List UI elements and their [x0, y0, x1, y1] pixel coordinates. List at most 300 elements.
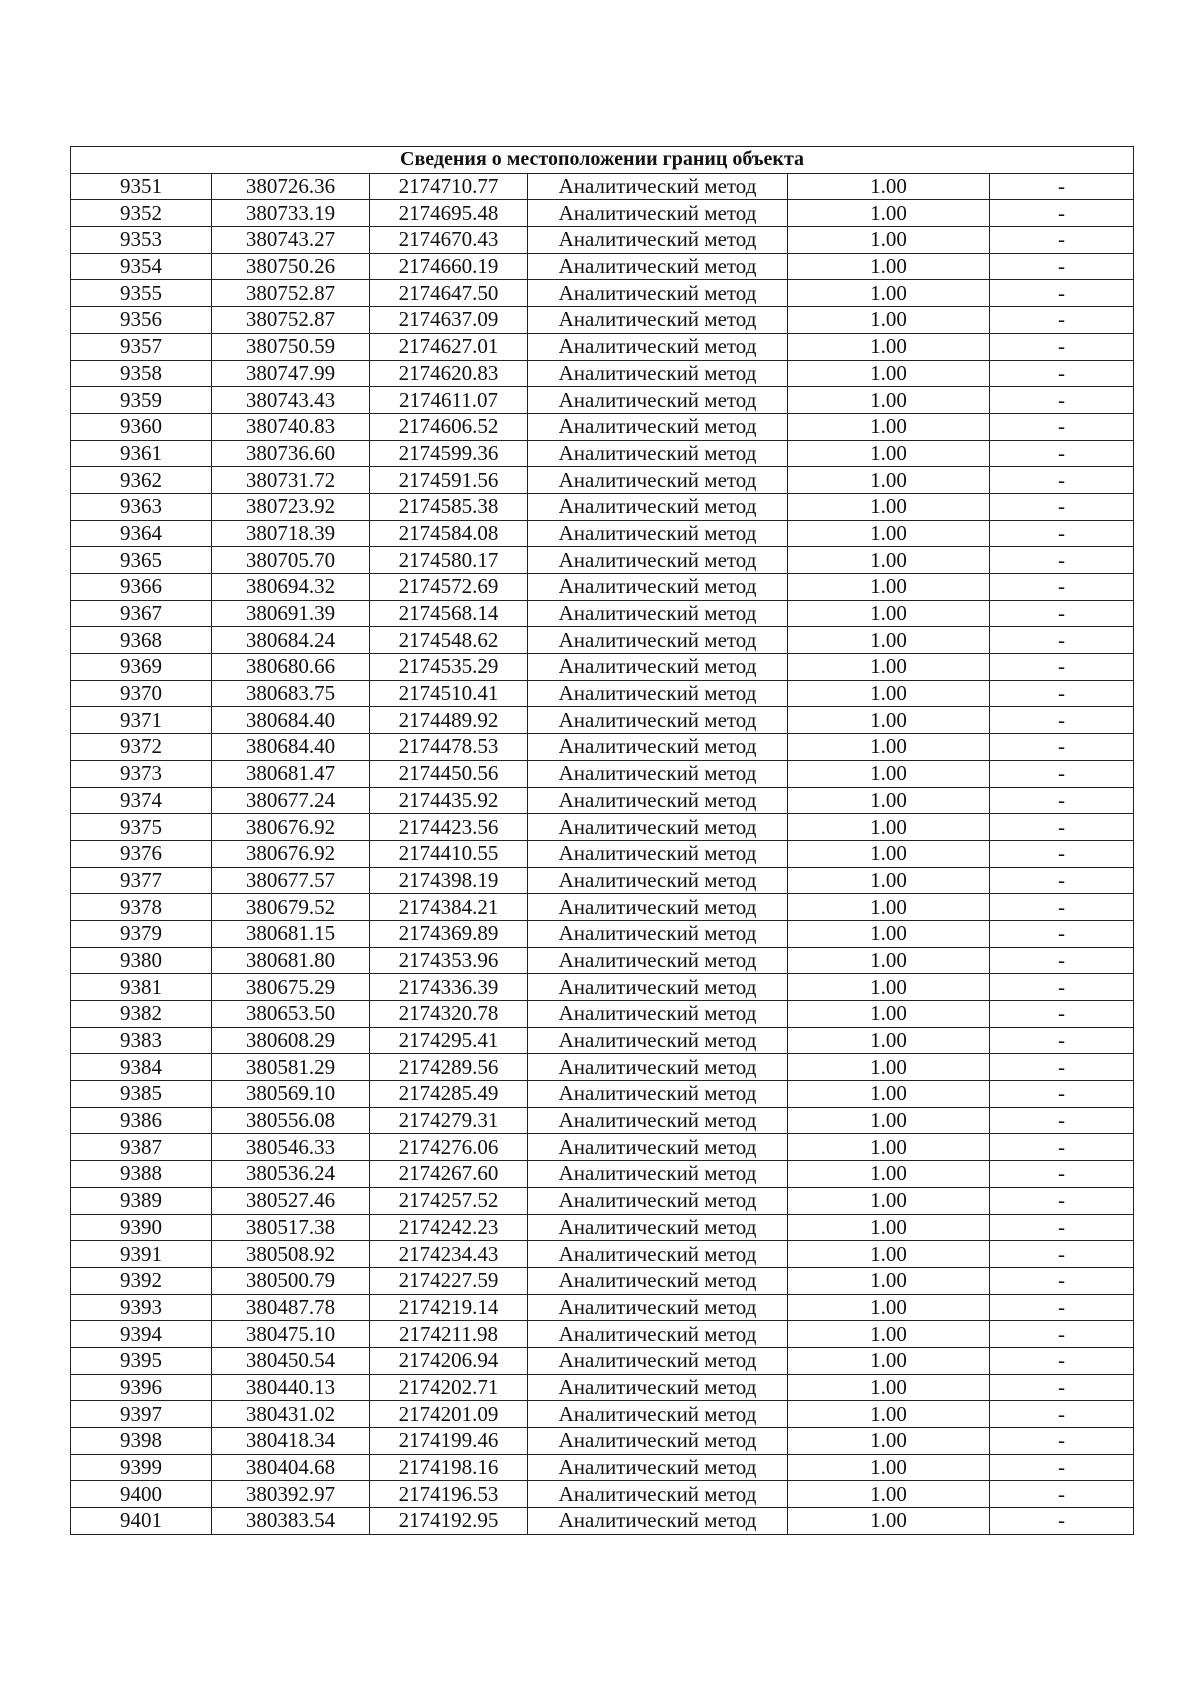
x-coordinate-cell: 380684.40 — [212, 734, 370, 761]
description-cell: - — [990, 1027, 1134, 1054]
y-coordinate-cell: 2174320.78 — [370, 1001, 528, 1028]
method-cell: Аналитический метод — [528, 280, 788, 307]
point-number-cell: 9381 — [71, 974, 212, 1001]
point-number-cell: 9354 — [71, 253, 212, 280]
point-number-cell: 9382 — [71, 1001, 212, 1028]
description-cell: - — [990, 787, 1134, 814]
accuracy-cell: 1.00 — [788, 467, 990, 494]
x-coordinate-cell: 380475.10 — [212, 1321, 370, 1348]
y-coordinate-cell: 2174660.19 — [370, 253, 528, 280]
table-row — [71, 947, 1134, 974]
description-cell: - — [990, 680, 1134, 707]
point-number-cell: 9379 — [71, 920, 212, 947]
boundary-coordinates-table — [70, 146, 1134, 1535]
description-cell: - — [990, 547, 1134, 574]
point-number-cell: 9355 — [71, 280, 212, 307]
point-number-cell: 9383 — [71, 1027, 212, 1054]
method-cell: Аналитический метод — [528, 1294, 788, 1321]
accuracy-cell: 1.00 — [788, 1401, 990, 1428]
description-cell: - — [990, 307, 1134, 334]
accuracy-cell: 1.00 — [788, 1481, 990, 1508]
description-cell: - — [990, 467, 1134, 494]
y-coordinate-cell: 2174548.62 — [370, 627, 528, 654]
x-coordinate-cell: 380608.29 — [212, 1027, 370, 1054]
x-coordinate-cell: 380392.97 — [212, 1481, 370, 1508]
y-coordinate-cell: 2174227.59 — [370, 1267, 528, 1294]
point-number-cell: 9369 — [71, 654, 212, 681]
description-cell: - — [990, 360, 1134, 387]
accuracy-cell: 1.00 — [788, 680, 990, 707]
point-number-cell: 9384 — [71, 1054, 212, 1081]
method-cell: Аналитический метод — [528, 867, 788, 894]
point-number-cell: 9357 — [71, 333, 212, 360]
y-coordinate-cell: 2174219.14 — [370, 1294, 528, 1321]
x-coordinate-cell: 380653.50 — [212, 1001, 370, 1028]
description-cell: - — [990, 654, 1134, 681]
x-coordinate-cell: 380684.24 — [212, 627, 370, 654]
table-row — [71, 1294, 1134, 1321]
point-number-cell: 9378 — [71, 894, 212, 921]
table-row — [71, 307, 1134, 334]
method-cell: Аналитический метод — [528, 387, 788, 414]
point-number-cell: 9352 — [71, 200, 212, 227]
x-coordinate-cell: 380581.29 — [212, 1054, 370, 1081]
accuracy-cell: 1.00 — [788, 1214, 990, 1241]
y-coordinate-cell: 2174620.83 — [370, 360, 528, 387]
method-cell: Аналитический метод — [528, 1214, 788, 1241]
method-cell: Аналитический метод — [528, 1481, 788, 1508]
x-coordinate-cell: 380679.52 — [212, 894, 370, 921]
table-row — [71, 173, 1134, 200]
method-cell: Аналитический метод — [528, 333, 788, 360]
y-coordinate-cell: 2174336.39 — [370, 974, 528, 1001]
accuracy-cell: 1.00 — [788, 413, 990, 440]
x-coordinate-cell: 380569.10 — [212, 1081, 370, 1108]
description-cell: - — [990, 520, 1134, 547]
table-row — [71, 1027, 1134, 1054]
accuracy-cell: 1.00 — [788, 920, 990, 947]
description-cell: - — [990, 1214, 1134, 1241]
method-cell: Аналитический метод — [528, 467, 788, 494]
point-number-cell: 9353 — [71, 227, 212, 254]
point-number-cell: 9391 — [71, 1241, 212, 1268]
description-cell: - — [990, 1428, 1134, 1455]
y-coordinate-cell: 2174201.09 — [370, 1401, 528, 1428]
point-number-cell: 9368 — [71, 627, 212, 654]
y-coordinate-cell: 2174710.77 — [370, 173, 528, 200]
x-coordinate-cell: 380536.24 — [212, 1161, 370, 1188]
x-coordinate-cell: 380431.02 — [212, 1401, 370, 1428]
table-row — [71, 1321, 1134, 1348]
y-coordinate-cell: 2174435.92 — [370, 787, 528, 814]
table-row — [71, 654, 1134, 681]
point-number-cell: 9358 — [71, 360, 212, 387]
method-cell: Аналитический метод — [528, 627, 788, 654]
table-row — [71, 1267, 1134, 1294]
method-cell: Аналитический метод — [528, 1374, 788, 1401]
x-coordinate-cell: 380723.92 — [212, 493, 370, 520]
y-coordinate-cell: 2174192.95 — [370, 1508, 528, 1535]
y-coordinate-cell: 2174535.29 — [370, 654, 528, 681]
method-cell: Аналитический метод — [528, 227, 788, 254]
x-coordinate-cell: 380440.13 — [212, 1374, 370, 1401]
y-coordinate-cell: 2174289.56 — [370, 1054, 528, 1081]
y-coordinate-cell: 2174670.43 — [370, 227, 528, 254]
method-cell: Аналитический метод — [528, 734, 788, 761]
x-coordinate-cell: 380681.80 — [212, 947, 370, 974]
x-coordinate-cell: 380752.87 — [212, 307, 370, 334]
y-coordinate-cell: 2174584.08 — [370, 520, 528, 547]
point-number-cell: 9356 — [71, 307, 212, 334]
description-cell: - — [990, 1081, 1134, 1108]
x-coordinate-cell: 380743.27 — [212, 227, 370, 254]
accuracy-cell: 1.00 — [788, 493, 990, 520]
point-number-cell: 9397 — [71, 1401, 212, 1428]
description-cell: - — [990, 627, 1134, 654]
accuracy-cell: 1.00 — [788, 760, 990, 787]
method-cell: Аналитический метод — [528, 1321, 788, 1348]
description-cell: - — [990, 1374, 1134, 1401]
method-cell: Аналитический метод — [528, 1187, 788, 1214]
method-cell: Аналитический метод — [528, 1001, 788, 1028]
x-coordinate-cell: 380750.59 — [212, 333, 370, 360]
accuracy-cell: 1.00 — [788, 1267, 990, 1294]
description-cell: - — [990, 333, 1134, 360]
accuracy-cell: 1.00 — [788, 173, 990, 200]
accuracy-cell: 1.00 — [788, 707, 990, 734]
table-row — [71, 867, 1134, 894]
y-coordinate-cell: 2174276.06 — [370, 1134, 528, 1161]
point-number-cell: 9386 — [71, 1107, 212, 1134]
method-cell: Аналитический метод — [528, 253, 788, 280]
description-cell: - — [990, 200, 1134, 227]
accuracy-cell: 1.00 — [788, 867, 990, 894]
accuracy-cell: 1.00 — [788, 440, 990, 467]
point-number-cell: 9401 — [71, 1508, 212, 1535]
description-cell: - — [990, 840, 1134, 867]
table-row — [71, 680, 1134, 707]
description-cell: - — [990, 1054, 1134, 1081]
y-coordinate-cell: 2174196.53 — [370, 1481, 528, 1508]
table-row — [71, 1241, 1134, 1268]
description-cell: - — [990, 600, 1134, 627]
point-number-cell: 9385 — [71, 1081, 212, 1108]
accuracy-cell: 1.00 — [788, 600, 990, 627]
y-coordinate-cell: 2174478.53 — [370, 734, 528, 761]
description-cell: - — [990, 867, 1134, 894]
point-number-cell: 9399 — [71, 1454, 212, 1481]
table-row — [71, 1374, 1134, 1401]
accuracy-cell: 1.00 — [788, 627, 990, 654]
x-coordinate-cell: 380500.79 — [212, 1267, 370, 1294]
y-coordinate-cell: 2174267.60 — [370, 1161, 528, 1188]
table-row — [71, 360, 1134, 387]
y-coordinate-cell: 2174198.16 — [370, 1454, 528, 1481]
y-coordinate-cell: 2174202.71 — [370, 1374, 528, 1401]
x-coordinate-cell: 380450.54 — [212, 1347, 370, 1374]
description-cell: - — [990, 1454, 1134, 1481]
table-row — [71, 1107, 1134, 1134]
accuracy-cell: 1.00 — [788, 1294, 990, 1321]
y-coordinate-cell: 2174606.52 — [370, 413, 528, 440]
description-cell: - — [990, 894, 1134, 921]
description-cell: - — [990, 814, 1134, 841]
x-coordinate-cell: 380680.66 — [212, 654, 370, 681]
method-cell: Аналитический метод — [528, 1107, 788, 1134]
point-number-cell: 9361 — [71, 440, 212, 467]
description-cell: - — [990, 1187, 1134, 1214]
point-number-cell: 9373 — [71, 760, 212, 787]
method-cell: Аналитический метод — [528, 1054, 788, 1081]
point-number-cell: 9396 — [71, 1374, 212, 1401]
point-number-cell: 9377 — [71, 867, 212, 894]
y-coordinate-cell: 2174369.89 — [370, 920, 528, 947]
method-cell: Аналитический метод — [528, 600, 788, 627]
accuracy-cell: 1.00 — [788, 840, 990, 867]
accuracy-cell: 1.00 — [788, 1107, 990, 1134]
method-cell: Аналитический метод — [528, 1428, 788, 1455]
point-number-cell: 9364 — [71, 520, 212, 547]
table-row — [71, 387, 1134, 414]
y-coordinate-cell: 2174572.69 — [370, 574, 528, 601]
description-cell: - — [990, 253, 1134, 280]
accuracy-cell: 1.00 — [788, 1161, 990, 1188]
description-cell: - — [990, 227, 1134, 254]
accuracy-cell: 1.00 — [788, 1321, 990, 1348]
x-coordinate-cell: 380677.24 — [212, 787, 370, 814]
point-number-cell: 9374 — [71, 787, 212, 814]
method-cell: Аналитический метод — [528, 200, 788, 227]
accuracy-cell: 1.00 — [788, 387, 990, 414]
x-coordinate-cell: 380683.75 — [212, 680, 370, 707]
method-cell: Аналитический метод — [528, 894, 788, 921]
y-coordinate-cell: 2174242.23 — [370, 1214, 528, 1241]
x-coordinate-cell: 380675.29 — [212, 974, 370, 1001]
accuracy-cell: 1.00 — [788, 1374, 990, 1401]
accuracy-cell: 1.00 — [788, 1508, 990, 1535]
y-coordinate-cell: 2174611.07 — [370, 387, 528, 414]
x-coordinate-cell: 380694.32 — [212, 574, 370, 601]
description-cell: - — [990, 1107, 1134, 1134]
x-coordinate-cell: 380743.43 — [212, 387, 370, 414]
description-cell: - — [990, 1508, 1134, 1535]
method-cell: Аналитический метод — [528, 413, 788, 440]
y-coordinate-cell: 2174398.19 — [370, 867, 528, 894]
description-cell: - — [990, 440, 1134, 467]
accuracy-cell: 1.00 — [788, 974, 990, 1001]
y-coordinate-cell: 2174410.55 — [370, 840, 528, 867]
point-number-cell: 9367 — [71, 600, 212, 627]
accuracy-cell: 1.00 — [788, 734, 990, 761]
table-row — [71, 627, 1134, 654]
table-row — [71, 787, 1134, 814]
point-number-cell: 9351 — [71, 173, 212, 200]
y-coordinate-cell: 2174234.43 — [370, 1241, 528, 1268]
x-coordinate-cell: 380718.39 — [212, 520, 370, 547]
method-cell: Аналитический метод — [528, 1027, 788, 1054]
description-cell: - — [990, 707, 1134, 734]
x-coordinate-cell: 380676.92 — [212, 840, 370, 867]
method-cell: Аналитический метод — [528, 547, 788, 574]
point-number-cell: 9395 — [71, 1347, 212, 1374]
table-row — [71, 280, 1134, 307]
description-cell: - — [990, 280, 1134, 307]
table-row — [71, 1001, 1134, 1028]
description-cell: - — [990, 574, 1134, 601]
y-coordinate-cell: 2174199.46 — [370, 1428, 528, 1455]
accuracy-cell: 1.00 — [788, 1134, 990, 1161]
description-cell: - — [990, 734, 1134, 761]
accuracy-cell: 1.00 — [788, 307, 990, 334]
accuracy-cell: 1.00 — [788, 1001, 990, 1028]
accuracy-cell: 1.00 — [788, 1027, 990, 1054]
point-number-cell: 9363 — [71, 493, 212, 520]
table-row — [71, 1401, 1134, 1428]
x-coordinate-cell: 380546.33 — [212, 1134, 370, 1161]
x-coordinate-cell: 380752.87 — [212, 280, 370, 307]
method-cell: Аналитический метод — [528, 1161, 788, 1188]
method-cell: Аналитический метод — [528, 974, 788, 1001]
accuracy-cell: 1.00 — [788, 574, 990, 601]
table-row — [71, 734, 1134, 761]
point-number-cell: 9376 — [71, 840, 212, 867]
accuracy-cell: 1.00 — [788, 360, 990, 387]
method-cell: Аналитический метод — [528, 840, 788, 867]
method-cell: Аналитический метод — [528, 760, 788, 787]
x-coordinate-cell: 380508.92 — [212, 1241, 370, 1268]
description-cell: - — [990, 920, 1134, 947]
description-cell: - — [990, 1294, 1134, 1321]
point-number-cell: 9392 — [71, 1267, 212, 1294]
y-coordinate-cell: 2174585.38 — [370, 493, 528, 520]
point-number-cell: 9390 — [71, 1214, 212, 1241]
point-number-cell: 9371 — [71, 707, 212, 734]
x-coordinate-cell: 380681.47 — [212, 760, 370, 787]
method-cell: Аналитический метод — [528, 654, 788, 681]
accuracy-cell: 1.00 — [788, 253, 990, 280]
description-cell: - — [990, 493, 1134, 520]
method-cell: Аналитический метод — [528, 920, 788, 947]
table-row — [71, 493, 1134, 520]
point-number-cell: 9398 — [71, 1428, 212, 1455]
accuracy-cell: 1.00 — [788, 814, 990, 841]
table-row — [71, 1214, 1134, 1241]
point-number-cell: 9360 — [71, 413, 212, 440]
table-row — [71, 200, 1134, 227]
method-cell: Аналитический метод — [528, 360, 788, 387]
y-coordinate-cell: 2174211.98 — [370, 1321, 528, 1348]
x-coordinate-cell: 380677.57 — [212, 867, 370, 894]
x-coordinate-cell: 380747.99 — [212, 360, 370, 387]
x-coordinate-cell: 380404.68 — [212, 1454, 370, 1481]
table-body — [71, 173, 1134, 1534]
point-number-cell: 9372 — [71, 734, 212, 761]
description-cell: - — [990, 1321, 1134, 1348]
y-coordinate-cell: 2174580.17 — [370, 547, 528, 574]
accuracy-cell: 1.00 — [788, 787, 990, 814]
accuracy-cell: 1.00 — [788, 1054, 990, 1081]
description-cell: - — [990, 1134, 1134, 1161]
table-row — [71, 520, 1134, 547]
method-cell: Аналитический метод — [528, 493, 788, 520]
table-row — [71, 894, 1134, 921]
y-coordinate-cell: 2174206.94 — [370, 1347, 528, 1374]
description-cell: - — [990, 1401, 1134, 1428]
table-row — [71, 227, 1134, 254]
description-cell: - — [990, 974, 1134, 1001]
x-coordinate-cell: 380556.08 — [212, 1107, 370, 1134]
accuracy-cell: 1.00 — [788, 520, 990, 547]
method-cell: Аналитический метод — [528, 1508, 788, 1535]
x-coordinate-cell: 380681.15 — [212, 920, 370, 947]
accuracy-cell: 1.00 — [788, 1081, 990, 1108]
table-row — [71, 600, 1134, 627]
x-coordinate-cell: 380740.83 — [212, 413, 370, 440]
x-coordinate-cell: 380487.78 — [212, 1294, 370, 1321]
point-number-cell: 9388 — [71, 1161, 212, 1188]
method-cell: Аналитический метод — [528, 947, 788, 974]
y-coordinate-cell: 2174279.31 — [370, 1107, 528, 1134]
description-cell: - — [990, 1001, 1134, 1028]
x-coordinate-cell: 380418.34 — [212, 1428, 370, 1455]
x-coordinate-cell: 380705.70 — [212, 547, 370, 574]
y-coordinate-cell: 2174695.48 — [370, 200, 528, 227]
accuracy-cell: 1.00 — [788, 1428, 990, 1455]
table-row — [71, 840, 1134, 867]
method-cell: Аналитический метод — [528, 707, 788, 734]
description-cell: - — [990, 173, 1134, 200]
method-cell: Аналитический метод — [528, 574, 788, 601]
table-row — [71, 1428, 1134, 1455]
method-cell: Аналитический метод — [528, 173, 788, 200]
method-cell: Аналитический метод — [528, 307, 788, 334]
method-cell: Аналитический метод — [528, 787, 788, 814]
accuracy-cell: 1.00 — [788, 280, 990, 307]
table-row — [71, 760, 1134, 787]
accuracy-cell: 1.00 — [788, 200, 990, 227]
y-coordinate-cell: 2174257.52 — [370, 1187, 528, 1214]
accuracy-cell: 1.00 — [788, 654, 990, 681]
point-number-cell: 9375 — [71, 814, 212, 841]
method-cell: Аналитический метод — [528, 1347, 788, 1374]
description-cell: - — [990, 387, 1134, 414]
table-row — [71, 1187, 1134, 1214]
x-coordinate-cell: 380731.72 — [212, 467, 370, 494]
table-row — [71, 1134, 1134, 1161]
point-number-cell: 9362 — [71, 467, 212, 494]
table-row — [71, 413, 1134, 440]
table-title: Сведения о местоположении границ объекта — [71, 147, 1134, 174]
table-row — [71, 1508, 1134, 1535]
table-row — [71, 1161, 1134, 1188]
y-coordinate-cell: 2174591.56 — [370, 467, 528, 494]
table-row — [71, 333, 1134, 360]
point-number-cell: 9393 — [71, 1294, 212, 1321]
y-coordinate-cell: 2174568.14 — [370, 600, 528, 627]
x-coordinate-cell: 380736.60 — [212, 440, 370, 467]
y-coordinate-cell: 2174295.41 — [370, 1027, 528, 1054]
table-row — [71, 1454, 1134, 1481]
method-cell: Аналитический метод — [528, 1134, 788, 1161]
accuracy-cell: 1.00 — [788, 547, 990, 574]
description-cell: - — [990, 1267, 1134, 1294]
x-coordinate-cell: 380691.39 — [212, 600, 370, 627]
description-cell: - — [990, 1481, 1134, 1508]
description-cell: - — [990, 413, 1134, 440]
method-cell: Аналитический метод — [528, 1081, 788, 1108]
method-cell: Аналитический метод — [528, 1241, 788, 1268]
point-number-cell: 9365 — [71, 547, 212, 574]
